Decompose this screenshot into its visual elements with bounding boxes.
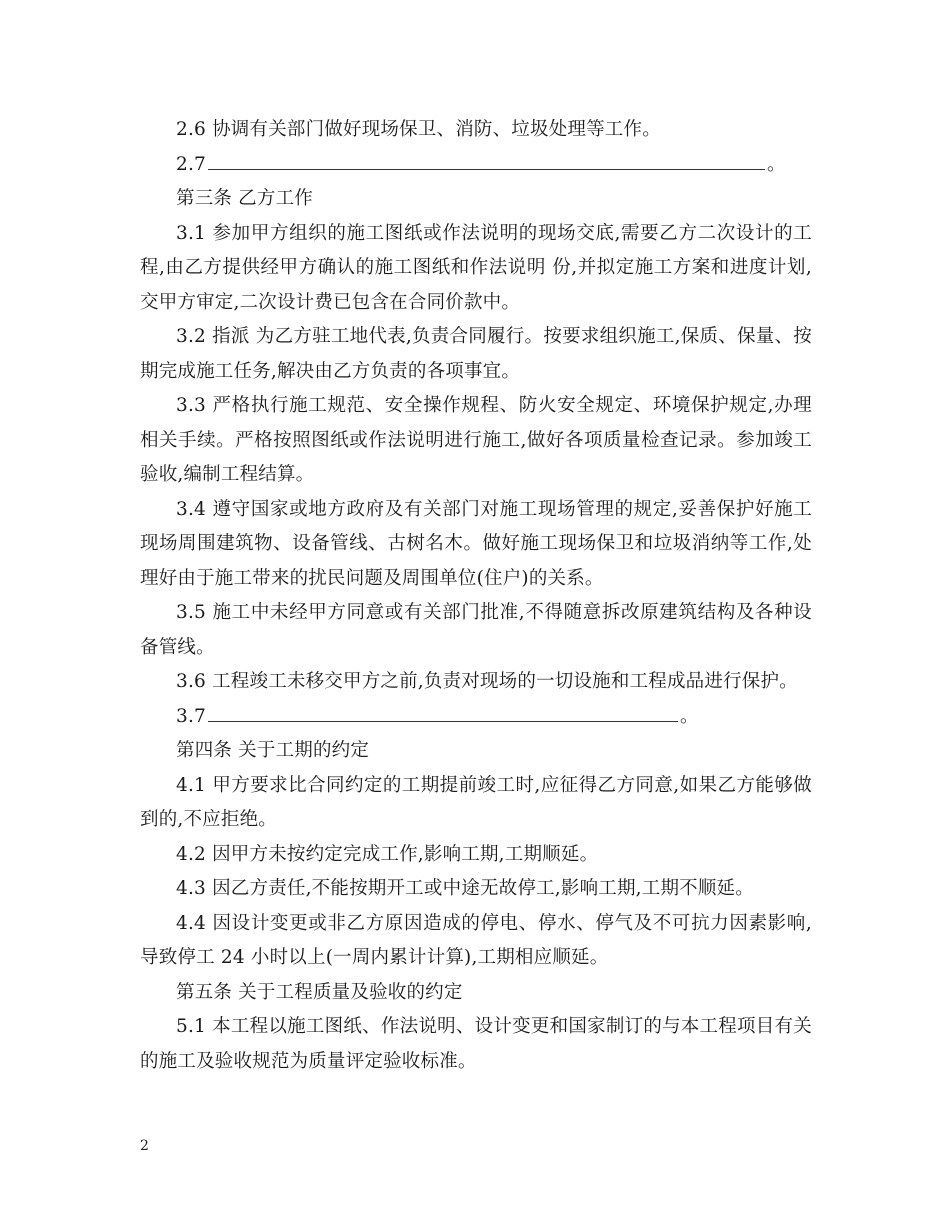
clause-paragraph: 3.2 指派 为乙方驻工地代表,负责合同履行。按要求组织施工,保质、保量、按期完成施工任务,解决由乙方负责的各项事宜。 bbox=[140, 326, 812, 382]
clause-paragraph: 4.2 因甲方未按约定完成工作,影响工期,工期顺延。 bbox=[176, 843, 599, 865]
clause-terminator: 。 bbox=[767, 153, 786, 175]
clause-number: 3.7 bbox=[176, 705, 207, 727]
section-heading: 第三条 乙方工作 bbox=[176, 188, 313, 209]
section-heading: 第四条 关于工期的约定 bbox=[176, 740, 370, 761]
clause-paragraph: 4.4 因设计变更或非乙方原因造成的停电、停水、停气及不可抗力因素影响,导致停工 24 小时以上(一周内累计计算),工期相应顺延。 bbox=[140, 912, 812, 968]
fill-in-blank-line bbox=[208, 168, 765, 170]
section-heading: 第五条 关于工程质量及验收的约定 bbox=[176, 981, 463, 1003]
clause-terminator: 。 bbox=[680, 705, 699, 727]
fill-in-blank-line bbox=[208, 720, 678, 722]
clause-paragraph: 3.5 施工中未经甲方同意或有关部门批准,不得随意拆改原建筑结构及各种设备管线。 bbox=[140, 602, 812, 658]
clause-paragraph: 3.1 参加甲方组织的施工图纸或作法说明的现场交底,需要乙方二次设计的工程,由乙方提供经甲方确认的施工图纸和作法说明 份,并拟定施工方案和进度计划,交甲方审定,二次设计费已包含在合同价款中。 bbox=[140, 222, 812, 313]
clause-paragraph: 3.3 严格执行施工规范、安全操作规程、防火安全规定、环境保护规定,办理相关手续。严格按照图纸或作法说明进行施工,做好各项质量检查记录。参加竣工验收,编制工程结算。 bbox=[140, 395, 812, 485]
clause-paragraph: 3.6 工程竣工未移交甲方之前,负责对现场的一切设施和工程成品进行保护。 bbox=[176, 671, 798, 692]
document-body bbox=[140, 113, 812, 1079]
clause-number: 2.7 bbox=[176, 153, 207, 175]
page-number: 2 bbox=[140, 1138, 149, 1154]
clause-paragraph: 3.4 遵守国家或地方政府及有关部门对施工现场管理的规定,妥善保护好施工现场周围建筑物、设备管线、古树名木。做好施工现场保卫和垃圾消纳等工作,处理好由于施工带来的扰民问题及周围单位(住户)的关系。 bbox=[140, 498, 812, 589]
clause-paragraph: 2.6 协调有关部门做好现场保卫、消防、垃圾处理等工作。 bbox=[176, 119, 661, 140]
clause-paragraph: 4.1 甲方要求比合同约定的工期提前竣工时,应征得乙方同意,如果乙方能够做到的,不应拒绝。 bbox=[140, 774, 812, 830]
fill-in-clause bbox=[140, 700, 812, 735]
clause-paragraph: 5.1 本工程以施工图纸、作法说明、设计变更和国家制订的与本工程项目有关的施工及验收规范为质量评定验收标准。 bbox=[140, 1016, 812, 1072]
clause-paragraph: 4.3 因乙方责任,不能按期开工或中途无故停工,影响工期,工期不顺延。 bbox=[176, 878, 754, 899]
fill-in-clause bbox=[140, 148, 812, 183]
